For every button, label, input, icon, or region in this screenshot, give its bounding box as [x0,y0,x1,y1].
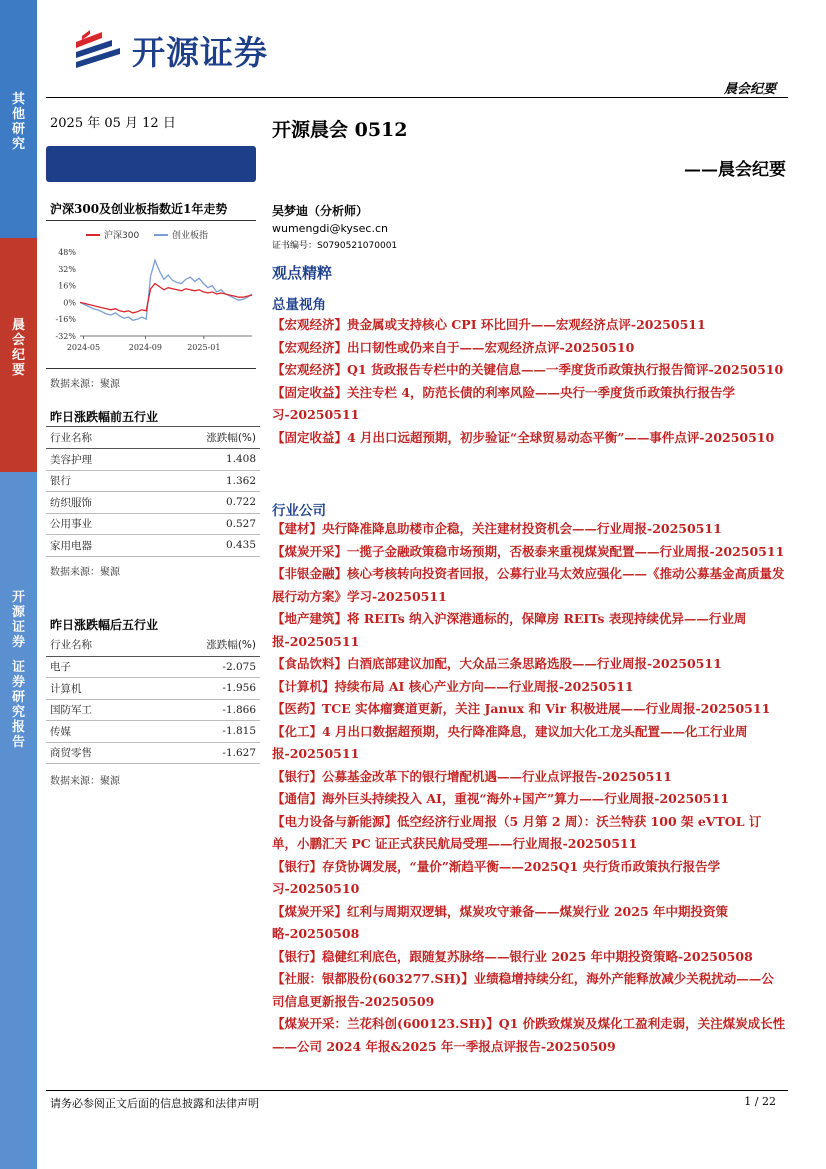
logo-mark-icon [74,28,124,72]
page-title: 开源晨会 0512 [272,119,408,141]
industry-change: 0.435 [145,535,260,557]
industry-name: 国防军工 [46,699,145,721]
industry-name: 纺织服饰 [46,492,145,514]
x-tick-label: 2024-05 [66,343,101,352]
series-line [80,284,252,313]
y-tick-label: -32% [55,332,76,341]
industry-name: 家用电器 [46,535,145,557]
report-item[interactable]: 【宏观经济】出口韧性或仍来自于——宏观经济点评-20250510 [272,339,635,355]
industry-change: 1.408 [145,449,260,471]
report-item[interactable]: 【煤炭开采】一揽子金融政策稳市场预期，否极泰来重视煤炭配置——行业周报-20250511 [272,543,785,559]
industry-name: 公用事业 [46,513,145,535]
report-item[interactable]: 【银行】稳健红利底色，跟随复苏脉络——银行业 2025 年中期投资策略-20250508 [272,948,753,964]
table-row [46,449,260,471]
strip-label-bot2: 证 券 研 究 报 告 [11,660,25,750]
report-item[interactable]: 【固定收益】4 月出口远超预期，初步验证“全球贸易动态平衡”——事件点评-20250510 [272,429,775,445]
blue-banner [46,146,256,182]
page-subtitle: ——晨会纪要 [684,160,786,180]
report-date: 2025 年 05 月 12 日 [50,116,176,131]
industry-name: 银行 [46,470,145,492]
report-item[interactable]: 【非银金融】核心考核转向投资者回报，公募行业马太效应强化——《推动公募基金高质量发展行动方案》学习-20250511 [272,566,785,604]
footer-disclaimer: 请务必参阅正文后面的信息披露和法律声明 [50,1097,259,1110]
report-item[interactable]: 【食品饮料】白酒底部建议加配，大众品三条思路选股——行业周报-20250511 [272,656,722,671]
table-row [46,470,260,492]
report-item[interactable]: 【地产建筑】将 REITs 纳入沪深港通标的，保障房 REITs 表现持续优异——行业周报-20250511 [272,611,747,649]
industry-change: -1.815 [145,721,260,743]
report-item[interactable]: 【宏观经济】贵金属或支持核心 CPI 环比回升——宏观经济点评-20250511 [272,317,706,332]
chart-bottom-rule [46,368,256,369]
report-item[interactable]: 【电力设备与新能源】低空经济行业周报（5 月第 2 周）：沃兰特获 100 架 eVTOL 订单，小鹏汇天 PC 证正式获民航局受理——行业周报-20250511 [272,813,762,851]
industry-change: -2.075 [145,656,260,678]
top5-source: 数据来源：聚源 [50,567,120,578]
logo-text: 开源证券 [132,32,268,72]
report-item[interactable]: 【通信】海外巨头持续投入 AI，重视“海外+国产”算力——行业周报-20250511 [272,791,730,806]
report-item[interactable]: 【社服：银都股份(603277.SH)】业绩稳增持续分红，海外产能释放减少关税扰动——公司信息更新报告-20250509 [272,971,774,1009]
table-row [46,656,260,678]
industry-change: 0.722 [145,492,260,514]
bottom5-source: 数据来源：聚源 [50,776,120,787]
top5-title: 昨日涨跌幅前五行业 [50,410,159,424]
bottom5-table [46,634,260,764]
series-line [80,260,252,320]
industry-change: 1.362 [145,470,260,492]
strip-label-bot1: 开 源 证 券 [11,590,25,650]
section-highlights: 观点精粹 [272,264,333,282]
chart-title: 沪深300及创业板指数近1年走势 [50,202,228,216]
strip-label-top: 其 他 研 究 [11,92,25,152]
report-item[interactable]: 【化工】4 月出口数据超预期，央行降准降息，建议加大化工龙头配置——化工行业周报-20250511 [272,723,748,761]
report-item[interactable]: 【建材】央行降准降息助楼市企稳，关注建材投资机会——行业周报-20250511 [272,521,722,536]
table-row [46,535,260,557]
table-row [46,699,260,721]
top5-table [46,426,260,557]
col-industry: 行业名称 [46,634,145,656]
y-tick-label: 0% [63,298,76,308]
industry-change: -1.627 [145,742,260,764]
col-industry: 行业名称 [46,427,145,449]
chart-title-rule [46,220,256,221]
page-number: 1 / 22 [744,1095,776,1108]
index-trend-chart [46,226,260,366]
report-item[interactable]: 【银行】公募基金改革下的银行增配机遇——行业点评报告-20250511 [272,768,672,784]
subsection-industry: 行业公司 [272,503,326,519]
table-row [46,721,260,743]
header-divider [46,97,788,98]
industry-name: 传媒 [46,721,145,743]
analyst-cert: 证书编号：S0790521070001 [272,241,398,251]
report-item[interactable]: 【医药】TCE 实体瘤赛道更新，关注 Janux 和 Vir 积极进展——行业周报-20250511 [272,701,771,716]
x-tick-label: 2025-01 [187,343,221,352]
industry-change: -1.956 [145,678,260,700]
report-item[interactable]: 【固定收益】关注专栏 4，防范长债的利率风险——央行一季度货币政策执行报告学习-20250511 [272,384,736,422]
header-section-label: 晨会纪要 [723,82,776,97]
y-tick-label: 32% [58,264,76,274]
industry-change: -1.866 [145,699,260,721]
table-row [46,513,260,535]
industry-name: 计算机 [46,678,145,700]
subsection-macro: 总量视角 [272,297,326,313]
analyst-name: 吴梦迪（分析师） [272,204,369,218]
bottom5-title: 昨日涨跌幅后五行业 [50,618,159,632]
report-item[interactable]: 【计算机】持续布局 AI 核心产业方向——行业周报-20250511 [272,678,634,694]
chart-source: 数据来源：聚源 [50,379,120,390]
col-change: 涨跌幅(%) [145,634,260,656]
industry-name: 商贸零售 [46,742,145,764]
report-item[interactable]: 【煤炭开采】红利与周期双逻辑，煤炭攻守兼备——煤炭行业 2025 年中期投资策略-20250508 [272,903,728,941]
side-strip-bottom [0,472,37,1169]
report-item[interactable]: 【煤炭开采：兰花科创(600123.SH)】Q1 价跌致煤炭及煤化工盈利走弱，关注煤炭成长性——公司 2024 年报&2025 年一季报点评报告-20250509 [272,1016,786,1054]
y-tick-label: -16% [55,315,76,325]
report-item[interactable]: 【银行】存贷协调发展，“量价”渐趋平衡——2025Q1 央行货币政策执行报告学习-20250510 [272,858,721,896]
footer-divider [46,1090,788,1091]
industry-name: 美容护理 [46,449,145,471]
table-row [46,678,260,700]
y-tick-label: 16% [58,281,76,291]
company-logo [74,28,268,72]
x-tick-label: 2024-09 [128,343,162,352]
table-row [46,742,260,764]
industry-change: 0.527 [145,513,260,535]
col-change: 涨跌幅(%) [145,427,260,449]
industry-name: 电子 [46,656,145,678]
table-row [46,492,260,514]
legend-label: 沪深300 [104,231,140,241]
analyst-email: wumengdi@kysec.cn [272,222,388,235]
report-item[interactable]: 【宏观经济】Q1 货政报告专栏中的关键信息——一季度货币政策执行报告简评-20250510 [272,362,784,377]
strip-label-mid: 晨 会 纪 要 [11,318,25,378]
legend-label: 创业板指 [172,231,209,241]
y-tick-label: 48% [58,248,76,257]
